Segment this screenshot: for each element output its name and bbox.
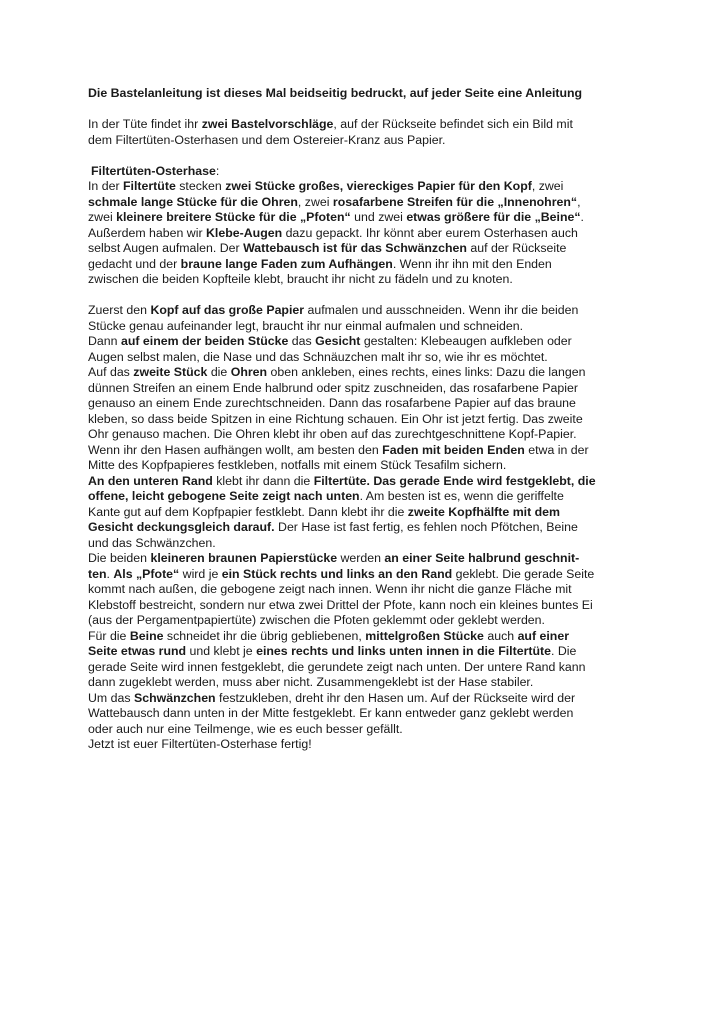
text-line (88, 613, 648, 629)
text-run: , zwei (531, 179, 564, 193)
bold-text-run: offene, leicht gebogene Seite zeigt nach unten (88, 489, 360, 503)
text-run: Auf das (88, 365, 134, 379)
text-run: In der (88, 179, 123, 193)
bold-text-run: Beine (129, 628, 164, 643)
text-line (88, 179, 648, 195)
text-run: selbst Augen aufmalen. Der (88, 241, 244, 255)
text-run: zwischen die beiden Kopfteile klebt, braucht ihr nicht zu fädeln und zu knoten. (88, 272, 513, 286)
text-run: , (577, 194, 581, 209)
text-run: Klebstoff bestreicht, sondern nur etwa zwei Drittel der Pfote, kann noch ein kleines buntes Ei (88, 597, 593, 612)
text-run: . Am besten ist es, wenn die geriffelte (359, 489, 564, 503)
text-line (88, 582, 648, 598)
text-line (88, 257, 648, 273)
text-run: gerade Seite wird innen festgeklebt, die gerundete zeigt nach unten. Der untere Rand kann (88, 659, 586, 674)
bold-text-run: Gesicht deckungsgleich darauf. (88, 520, 275, 534)
bold-text-run: auf einer (517, 628, 570, 643)
bold-text-run: Klebe-Augen (206, 225, 283, 240)
text-run: Außerdem haben wir (88, 225, 207, 240)
bold-text-run: ein Stück rechts und links an den Rand (221, 566, 453, 581)
text-line (88, 458, 648, 474)
materials-paragraph (88, 179, 648, 288)
text-line (88, 241, 648, 257)
text-line (88, 675, 648, 691)
text-line (88, 396, 648, 412)
text-run: dem Filtertüten-Osterhasen und dem Ostereier-Kranz aus Papier. (88, 132, 446, 147)
bold-text-run: ten (88, 566, 107, 581)
text-line (88, 660, 648, 676)
bold-text-run: Faden mit beiden Enden (382, 442, 525, 457)
bold-text-run: Filtertüte (123, 179, 176, 193)
text-run: oben ankleben, eines rechts, eines links: Dazu die langen (267, 365, 586, 379)
text-run: genauso an einem Ende zurechtschneiden. Dann das rosafarbene Papier auf das braune (88, 396, 576, 410)
bold-text-run: Schwänzchen (133, 690, 216, 705)
text-run: Ohr genauso machen. Die Ohren klebt ihr oben auf das zurechtgeschnittene Kopf-Papier. (88, 427, 577, 441)
text-run: das (288, 334, 316, 348)
text-line (88, 505, 648, 521)
text-line (88, 551, 648, 567)
bold-text-run: Filtertüte. Das gerade Ende wird festgeklebt, die (313, 473, 596, 488)
bold-text-run: Als „Pfote“ (113, 566, 180, 581)
text-run: gestalten: Klebeaugen aufkleben oder (360, 334, 572, 348)
text-run: schneidet ihr die übrig gebliebenen, (163, 628, 366, 643)
text-run: Dann (88, 334, 121, 348)
bold-text-run: kleinere breitere Stücke für die „Pfoten“ (116, 210, 351, 224)
text-run: Mitte des Kopfpapieres festkleben, notfalls mit einem Stück Tesafilm sichern. (88, 458, 507, 472)
text-run: . (106, 566, 114, 581)
text-line (88, 629, 648, 645)
text-run: festzukleben, dreht ihr den Hasen um. Auf der Rückseite wird der (215, 690, 576, 705)
text-run: Für die (88, 628, 130, 643)
text-run: dazu gepackt. Ihr könnt aber eurem Osterhasen auch (282, 225, 578, 240)
bold-text-run: Seite etwas rund (88, 644, 187, 658)
text-run: kommt nach außen, die gebogene zeigt nach innen. Wenn ihr nicht die ganze Fläche mit (88, 582, 572, 596)
text-run: Zuerst den (88, 303, 151, 317)
text-run: . Wenn ihr ihn mit den Enden (392, 256, 552, 271)
text-run: die (207, 365, 231, 379)
text-run: Stücke genau aufeinander legt, braucht ihr nur einmal aufmalen und schneiden. (88, 318, 524, 333)
text-line (88, 691, 648, 707)
text-line (88, 474, 648, 490)
bold-text-run: zweite Stück (133, 365, 208, 379)
bold-text-run: zwei Bastelvorschläge (201, 117, 334, 131)
bold-text-run: eines rechts und links unten innen in die Filtertüte (256, 644, 552, 658)
text-run: Augen selbst malen, die Nase und das Schnäuzchen malt ihr so, wie ihr es möchtet. (88, 349, 548, 364)
text-run: dann zugeklebt werden, muss aber nicht. Zusammengeklebt ist der Hase stabiler. (88, 675, 534, 689)
text-line (88, 381, 648, 397)
text-run: Jetzt ist euer Filtertüten-Osterhase fertig! (88, 737, 312, 751)
document-page (88, 86, 648, 753)
text-line (88, 489, 648, 505)
text-line (88, 117, 648, 133)
text-run: etwa in der (524, 442, 589, 457)
bold-text-run: etwas größere für die „Beine“ (406, 210, 581, 224)
bold-text-run: zweite Kopfhälfte mit dem (407, 504, 561, 519)
bold-text-run: rosafarbene Streifen für die „Innenohren“ (332, 194, 578, 209)
text-run: , zwei (297, 194, 333, 209)
bold-text-run: An den unteren Rand (88, 473, 213, 488)
text-line (88, 195, 648, 211)
text-run: wird je (179, 566, 222, 581)
bold-text-run: schmale lange Stücke für die Ohren (88, 194, 298, 209)
text-run: und klebt je (186, 644, 257, 658)
text-run: aufmalen und ausschneiden. Wenn ihr die beiden (304, 303, 579, 317)
document-heading: Die Bastelanleitung ist dieses Mal beidseitig bedruckt, auf jeder Seite eine Anleitung (88, 86, 583, 100)
text-line (88, 350, 648, 366)
text-run: auch (483, 628, 518, 643)
text-run: stecken (175, 179, 226, 193)
bold-text-run: kleineren braunen Papierstücke (150, 551, 338, 565)
text-line (88, 133, 648, 149)
text-run: Die beiden (88, 551, 151, 565)
text-line (88, 644, 648, 660)
bold-text-run: auf einem der beiden Stücke (120, 334, 289, 348)
bold-text-run: Wattebausch ist für das Schwänzchen (243, 241, 467, 255)
bold-text-run: Ohren (230, 365, 268, 379)
bold-text-run: braune lange Faden zum Aufhängen (180, 256, 393, 271)
intro-paragraph (88, 117, 648, 148)
text-run: geklebt. Die gerade Seite (452, 566, 595, 581)
text-run: Kante gut auf dem Kopfpapier festklebt. Dann klebt ihr die (88, 504, 408, 519)
text-run: In der Tüte findet ihr (88, 117, 202, 131)
text-run: Wattebausch dann unten in der Mitte festgeklebt. Er kann entweder ganz geklebt werden (88, 706, 574, 720)
text-run: dünnen Streifen an einem Ende halbrund oder spitz zuschneiden, das rosafarbene Papier (88, 380, 578, 395)
text-run: . (580, 210, 584, 224)
bold-text-run: an einer Seite halbrund geschnit- (384, 551, 580, 565)
text-line (88, 520, 648, 536)
text-line (88, 598, 648, 614)
text-run: (aus der Pergamentpapiertüte) zwischen die Pfoten geklemmt oder geklebt werden. (88, 613, 545, 627)
text-run: klebt ihr dann die (212, 473, 314, 488)
bold-text-run: zwei Stücke großes, viereckiges Papier für den Kopf (225, 179, 532, 193)
text-line (88, 334, 648, 350)
text-line (88, 567, 648, 583)
text-line (88, 443, 648, 459)
text-line (88, 365, 648, 381)
text-run: werden (337, 551, 385, 565)
text-run: und das Schwänzchen. (88, 535, 216, 550)
text-line (88, 706, 648, 722)
text-run: und zwei (350, 210, 407, 224)
text-run: , auf der Rückseite befindet sich ein Bild mit (333, 117, 573, 131)
text-run: kleben, so dass beide Spitzen in eine Richtung schauen. Ein Ohr ist jetzt fertig. Das zweite (88, 411, 583, 426)
text-line (88, 412, 648, 428)
text-line (88, 210, 648, 226)
text-run: oder auch nur eine Teilmenge, wie es euch besser gefällt. (88, 721, 403, 736)
text-run: Um das (88, 690, 134, 705)
text-line (88, 722, 648, 738)
text-run: auf der Rückseite (466, 241, 567, 255)
text-line (88, 319, 648, 335)
bold-text-run: Kopf auf das große Papier (150, 303, 305, 317)
section-title-text: Filtertüten-Osterhase (91, 163, 216, 178)
text-run: zwei (88, 210, 117, 224)
section-title (88, 164, 648, 180)
bold-text-run: Gesicht (315, 334, 361, 348)
text-line (88, 272, 648, 288)
text-run: Der Hase ist fast fertig, es fehlen noch Pfötchen, Beine (274, 520, 578, 534)
text-run: Wenn ihr den Hasen aufhängen wollt, am besten den (88, 442, 383, 457)
text-line (88, 427, 648, 443)
text-run: gedacht und der (88, 256, 181, 271)
bold-text-run: mittelgroßen Stücke (365, 628, 484, 643)
text-line (88, 226, 648, 242)
section-title-suffix: : (215, 163, 220, 178)
text-line (88, 536, 648, 552)
instructions-paragraph (88, 303, 648, 753)
text-line (88, 303, 648, 319)
text-run: . Die (551, 644, 577, 658)
text-line (88, 737, 648, 753)
